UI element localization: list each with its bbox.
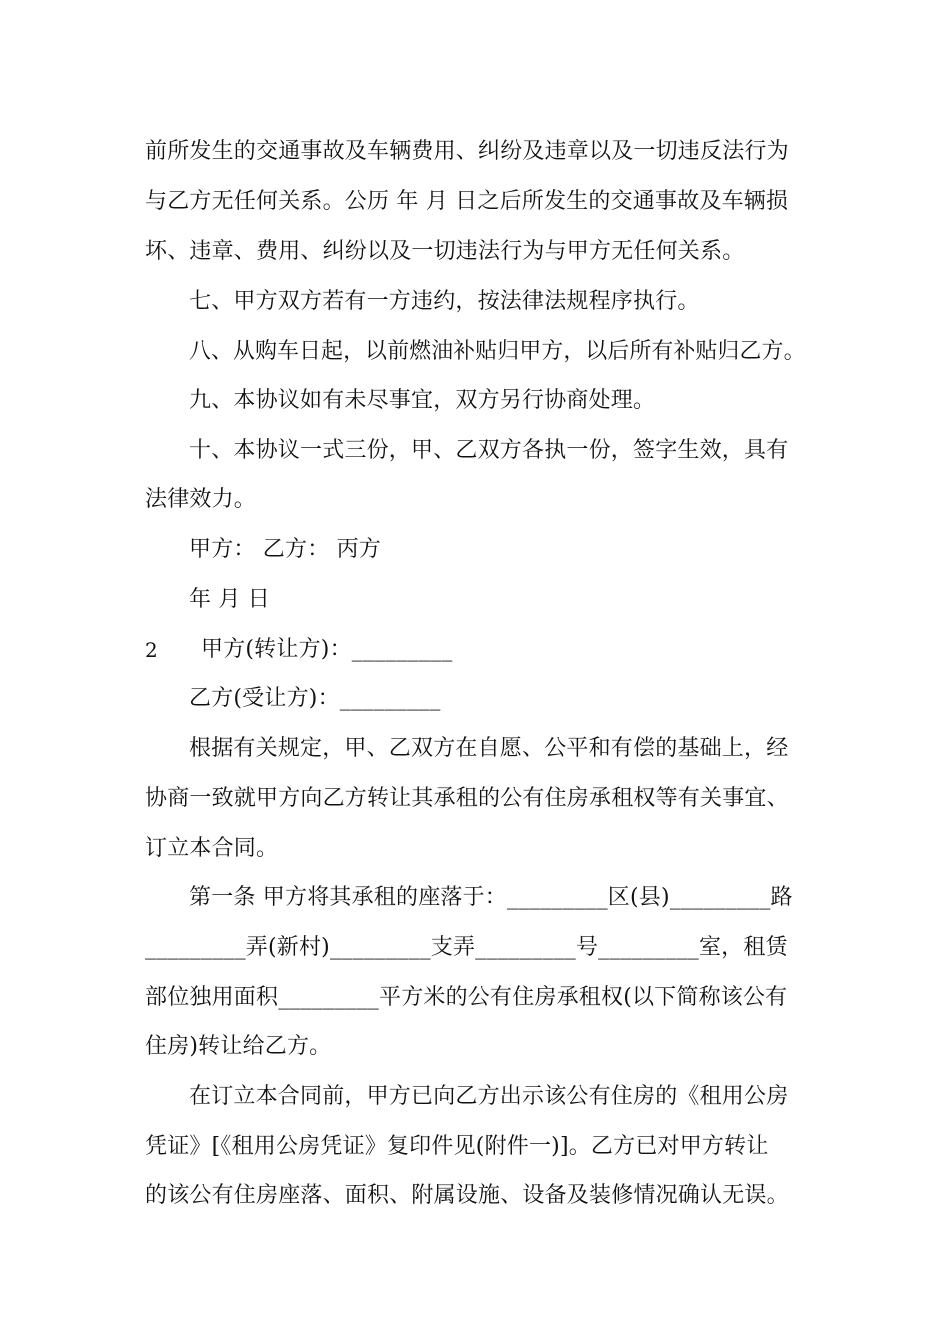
article-one: 第一条 甲方将其承租的座落于：_________区(县)_________路	[189, 885, 793, 910]
paragraph-line: 法律效力。	[145, 487, 257, 512]
clause-eight: 八、从购车日起，以前燃油补贴归甲方，以后所有补贴归乙方。	[189, 339, 806, 364]
paragraph-line: 坏、违章、费用、纠纷以及一切违法行为与甲方无任何关系。	[145, 239, 745, 264]
paragraph-line: 凭证》[《租用公房凭证》复印件见(附件一)]。乙方已对甲方转让	[145, 1134, 769, 1159]
clause-nine: 九、本协议如有未尽事宜，双方另行协商处理。	[189, 388, 656, 413]
paragraph-line: 部位独用面积_________平方米的公有住房承租权(以下简称该公有	[145, 985, 788, 1010]
section-number: 2	[145, 638, 158, 662]
clause-seven: 七、甲方双方若有一方违约，按法律法规程序执行。	[189, 289, 700, 314]
paragraph-line: 与乙方无任何关系。公历 年 月 日之后所发生的交通事故及车辆损	[145, 189, 789, 214]
signature-date: 年 月 日	[189, 587, 270, 612]
paragraph-line: 在订立本合同前，甲方已向乙方出示该公有住房的《租用公房	[189, 1084, 789, 1109]
clause-ten: 十、本协议一式三份，甲、乙双方各执一份，签字生效，具有	[189, 438, 789, 463]
paragraph-line: 订立本合同。	[145, 836, 279, 861]
paragraph-line: 根据有关规定，甲、乙双方在自愿、公平和有偿的基础上，经	[189, 736, 789, 761]
party-b-field: 乙方(受让方)：_________	[189, 686, 441, 711]
signature-parties: 甲方： 乙方： 丙方	[189, 537, 381, 562]
paragraph-line: 协商一致就甲方向乙方转让其承租的公有住房承租权等有关事宜、	[145, 786, 789, 811]
paragraph-line: _________弄(新村)_________支弄_________号_________室，租赁	[145, 935, 788, 960]
party-a-field: 甲方(转让方)：_________	[201, 637, 453, 662]
paragraph-line: 住房)转让给乙方。	[145, 1034, 332, 1059]
paragraph-line: 的该公有住房座落、面积、附属设施、设备及装修情况确认无误。	[145, 1183, 789, 1208]
paragraph-line: 前所发生的交通事故及车辆费用、纠纷及违章以及一切违反法行为	[145, 139, 789, 164]
